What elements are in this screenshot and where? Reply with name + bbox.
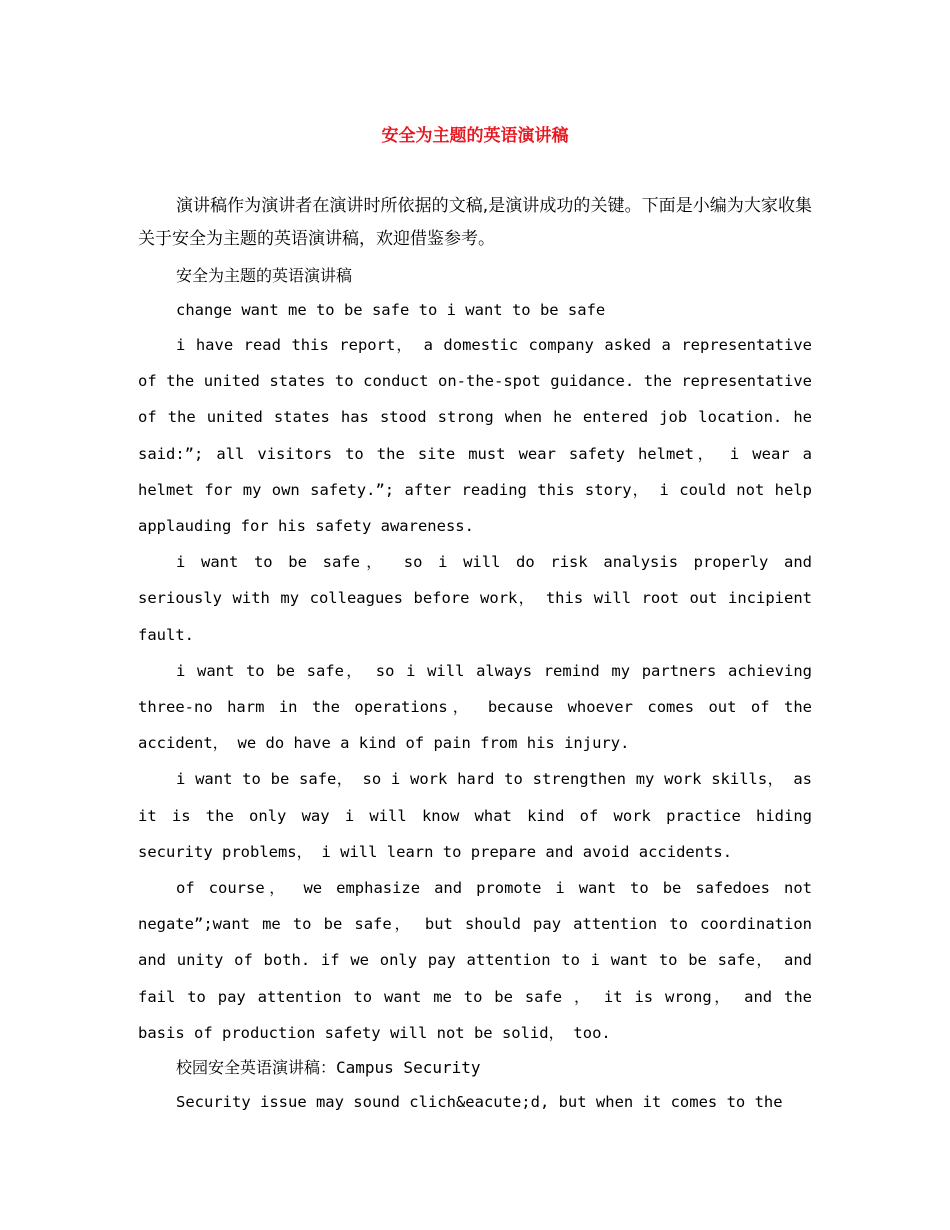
document-body	[138, 190, 812, 1119]
document-title: 安全为主题的英语演讲稿	[381, 126, 569, 146]
body-paragraph: i want to be safe， so i work hard to strengthen my work skills， as it is the only way i will know what kind of work practice hiding security problems， i will learn to prepare and avoid accidents.	[138, 770, 812, 861]
section-heading: 校园安全英语演讲稿：Campus Security	[176, 1058, 481, 1078]
body-paragraph: Security issue may sound clich&eacute;d, but when it comes to the	[176, 1093, 783, 1112]
intro-paragraph: 演讲稿作为演讲者在演讲时所依据的文稿,是演讲成功的关键。下面是小编为大家收集关于安全为主题的英语演讲稿，欢迎借鉴参考。	[138, 196, 812, 249]
body-paragraph: i have read this report， a domestic company asked a representative of the united states to conduct on-the-spot guidance. the representative of the united states has stood strong when he entered job location. he said:”; all visitors to the site must wear safety helmet， i wear a helmet for my own safety.”; after reading this story， i could not help applauding for his safety awareness.	[138, 336, 812, 536]
speech-subtitle: change want me to be safe to i want to be safe	[176, 301, 606, 319]
section-heading: 安全为主题的英语演讲稿	[176, 266, 353, 285]
body-paragraph: i want to be safe， so i will always remind my partners achieving three-no harm in the operations， because whoever comes out of the accident， we do have a kind of pain from his injury.	[138, 661, 812, 753]
body-paragraph: of course， we emphasize and promote i want to be safedoes not negate”;want me to be safe， but should pay attention to coordination and unity of both. if we only pay attention to i want to be safe， and fail to pay attention to want me to be safe ， it is wrong， and the basis of production safety will not be solid， too.	[138, 879, 812, 1042]
body-paragraph: i want to be safe， so i will do risk analysis properly and seriously with my colleagues before work， this will root out incipient fault.	[138, 553, 812, 644]
